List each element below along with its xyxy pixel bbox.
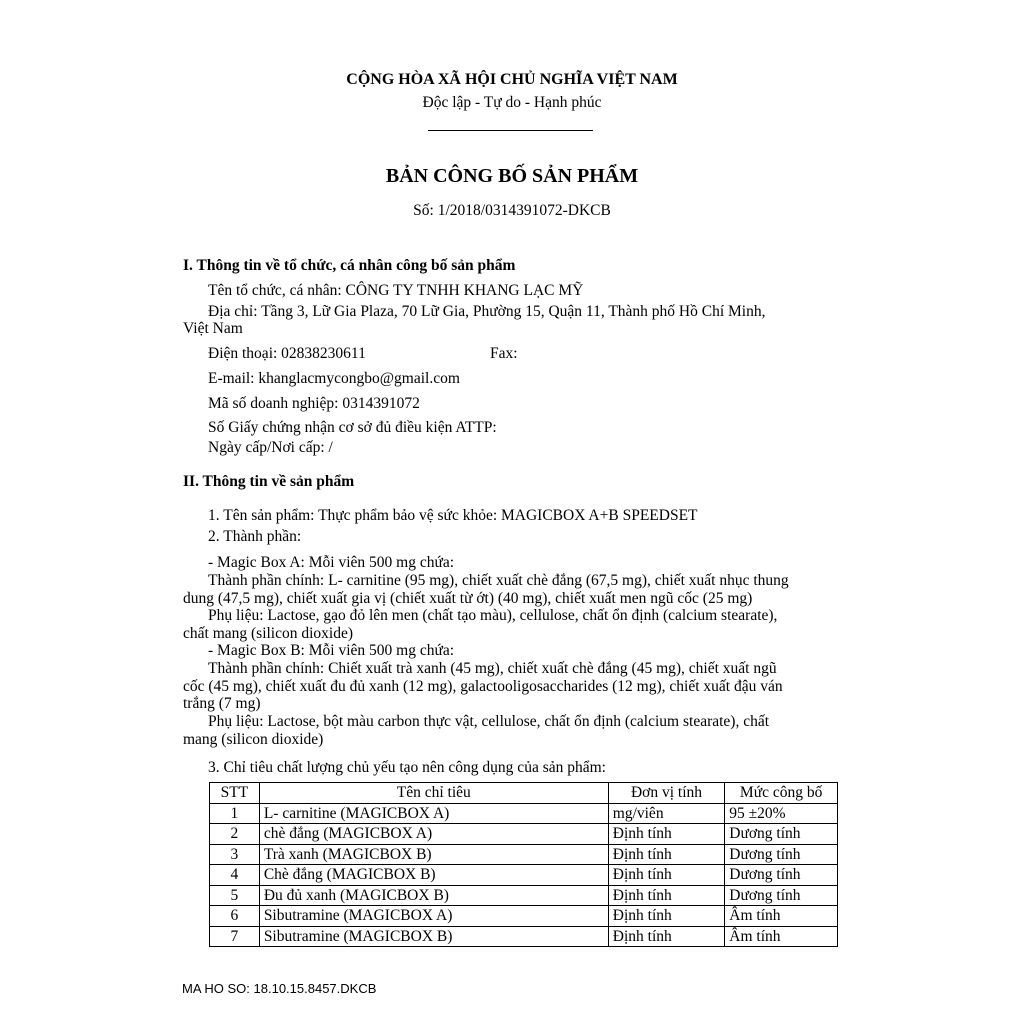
address-line-1: Địa chỉ: Tầng 3, Lữ Gia Plaza, 70 Lữ Gia, Phường 15, Quận 11, Thành phố Hồ Chí Minh, [208,303,766,320]
box-a-main-2: dung (47,5 mg), chiết xuất gia vị (chiết xuất từ ớt) (40 mg), chiết xuất men ngũ cốc (25 mg) [183,590,753,607]
cell-value: Dương tính [725,865,838,886]
cell-stt: 1 [210,803,260,824]
col-header-stt: STT [210,783,260,804]
document-title: BẢN CÔNG BỐ SẢN PHẨM [385,165,639,187]
cell-name: Sibutramine (MAGICBOX A) [259,906,608,927]
record-number-footer: MA HO SO: 18.10.15.8457.DKCB [182,981,377,996]
cell-name: Trà xanh (MAGICBOX B) [259,844,608,865]
issue-date: Ngày cấp/Nơi cấp: / [208,439,333,456]
document-number: Số: 1/2018/0314391072-DKCB [413,202,611,219]
section2-heading: II. Thông tin về sản phẩm [183,473,355,490]
table-header-row [210,783,838,804]
quality-heading: 3. Chỉ tiêu chất lượng chủ yếu tạo nên công dụng của sản phẩm: [208,759,606,776]
cell-value: 95 ±20% [725,803,838,824]
box-a-intro: - Magic Box A: Mỗi viên 500 mg chứa: [208,554,455,571]
cell-stt: 4 [210,865,260,886]
ingredients-heading: 2. Thành phần: [208,528,302,545]
cell-value: Âm tính [725,926,838,947]
box-b-intro: - Magic Box B: Mỗi viên 500 mg chứa: [208,642,455,659]
cell-stt: 5 [210,885,260,906]
cell-stt: 2 [210,824,260,845]
table-row [210,906,838,927]
cell-value: Dương tính [725,824,838,845]
cell-name: L- carnitine (MAGICBOX A) [259,803,608,824]
table-row [210,803,838,824]
table-row [210,926,838,947]
cell-unit: Định tính [608,926,725,947]
tax-code: Mã số doanh nghiệp: 0314391072 [208,395,420,412]
cell-stt: 6 [210,906,260,927]
cell-unit: Định tính [608,906,725,927]
box-b-main-3: trắng (7 mg) [183,695,261,712]
col-header-unit: Đơn vị tính [608,783,725,804]
phone: Điện thoại: 02838230611 [208,345,366,362]
cell-unit: Định tính [608,865,725,886]
motto: Độc lập - Tự do - Hạnh phúc [422,94,602,111]
table-row [210,885,838,906]
certificate: Số Giấy chứng nhận cơ sở đủ điều kiện ATTP: [208,419,497,436]
table-row [210,865,838,886]
cell-value: Âm tính [725,906,838,927]
org-name: Tên tổ chức, cá nhân: CÔNG TY TNHH KHANG LẠC MỸ [208,282,584,299]
address-line-2: Việt Nam [183,320,243,337]
email: E-mail: khanglacmycongbo@gmail.com [208,370,460,387]
fax: Fax: [490,345,518,362]
cell-unit: Định tính [608,885,725,906]
cell-value: Dương tính [725,885,838,906]
box-b-main-1: Thành phần chính: Chiết xuất trà xanh (45 mg), chiết xuất chè đắng (45 mg), chiết xuất ngũ [208,660,777,677]
section1-heading: I. Thông tin về tổ chức, cá nhân công bố sản phẩm [183,257,516,274]
cell-stt: 7 [210,926,260,947]
box-b-excipients-1: Phụ liệu: Lactose, bột màu carbon thực vật, cellulose, chất ổn định (calcium stearate), chất [208,713,770,730]
product-name: 1. Tên sản phẩm: Thực phẩm bảo vệ sức khỏe: MAGICBOX A+B SPEEDSET [208,507,698,524]
table-row [210,824,838,845]
cell-stt: 3 [210,844,260,865]
box-a-excipients-2: chất mang (silicon dioxide) [183,625,354,642]
cell-name: chè đắng (MAGICBOX A) [259,824,608,845]
box-b-main-2: cốc (45 mg), chiết xuất đu đủ xanh (12 mg), galactooligosaccharides (12 mg), chiết xuất đậu ván [183,678,783,695]
box-b-excipients-2: mang (silicon dioxide) [183,731,324,748]
box-a-excipients-1: Phụ liệu: Lactose, gạo đỏ lên men (chất tạo màu), cellulose, chất ổn định (calcium stearate), [208,607,778,624]
col-header-value: Mức công bố [725,783,838,804]
col-header-name: Tên chỉ tiêu [259,783,608,804]
quality-table [209,782,838,947]
box-a-main-1: Thành phần chính: L- carnitine (95 mg), chiết xuất chè đắng (67,5 mg), chiết xuất nhục thung [208,572,789,589]
cell-value: Dương tính [725,844,838,865]
cell-unit: Định tính [608,824,725,845]
cell-name: Đu đủ xanh (MAGICBOX B) [259,885,608,906]
cell-name: Sibutramine (MAGICBOX B) [259,926,608,947]
cell-name: Chè đắng (MAGICBOX B) [259,865,608,886]
nation-header: CỘNG HÒA XÃ HỘI CHỦ NGHĨA VIỆT NAM [346,71,678,88]
cell-unit: Định tính [608,844,725,865]
cell-unit: mg/viên [608,803,725,824]
header-divider [428,130,593,131]
table-row [210,844,838,865]
